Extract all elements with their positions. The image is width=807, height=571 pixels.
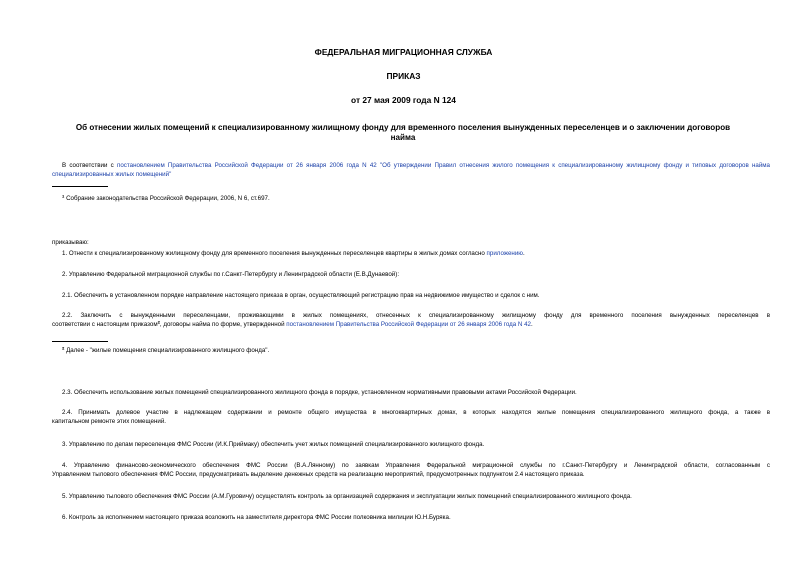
item-4-line-2: Управлением тылового обеспечения ФМС России, предусматривать выделение денежных средств на реализацию мероприятий, предусмотренных подпунктом 2.4 настоящего приказа.: [52, 471, 585, 479]
item-2-2-decree-link[interactable]: постановлением Правительства Российской Федерации от 26 января 2006 года N 42: [286, 321, 531, 329]
preamble-decree-title-link[interactable]: "Об утверждении Правил отнесения жилого помещения к специализированному жилищному фонду и типовых договоров найма специализированных жилых помещений": [52, 162, 770, 179]
footnote-1-mark: ¹: [62, 195, 65, 202]
footnote-1: [52, 194, 770, 203]
item-4: [52, 461, 770, 479]
agency-name: ФЕДЕРАЛЬНАЯ МИГРАЦИОННАЯ СЛУЖБА: [314, 47, 493, 57]
item-1-tail: .: [522, 250, 525, 257]
document-title: [48, 123, 758, 143]
preamble-paragraph: [52, 161, 770, 179]
item-2-2-text-cont: , договоры найма по форме, утвержденной: [159, 321, 287, 329]
item-2-2-line-2: [52, 320, 770, 329]
footnote-1-text: Собрание законодательства Российской Федерации, 2006, N 6, ст.697.: [64, 195, 270, 202]
item-6: 6. Контроль за исполнением настоящего приказа возложить на заместителя директора ФМС России полковника милиции Ю.Н.Буряка.: [62, 514, 451, 521]
item-2-2-text: соответствии с настоящим приказом: [52, 321, 158, 329]
preamble-decree-link[interactable]: постановлением Правительства Российской Федерации от 26 января 2006 года N 42: [116, 162, 377, 169]
item-2-2-line-1: 2.2. Заключить с вынужденными переселенцами, проживающими в жилых помещениях, отнесенных к специализированному жилищному фонду для временного поселения вынужденных переселенцев в: [62, 312, 770, 319]
footnote-divider-2: [52, 341, 108, 342]
title-line-2: найма: [390, 133, 416, 142]
item-2-1: 2.1. Обеспечить в установленном порядке направление настоящего приказа в орган, осуществляющий регистрацию прав на недвижимое имущество и сделок с ним.: [62, 292, 540, 299]
title-line-1: Об отнесении жилых помещений к специализированному жилищному фонду для временного поселения вынужденных переселенцев и о заключении договоров: [75, 123, 731, 132]
document-date-number: от 27 мая 2009 года N 124: [351, 95, 456, 105]
footnote-2: [52, 346, 770, 355]
appendix-link[interactable]: приложению: [486, 250, 523, 257]
footnote-2-text: Далее - "жилые помещения специализированного жилищного фонда".: [64, 347, 270, 354]
footnote-2-mark: ²: [62, 347, 65, 354]
item-5: 5. Управлению тылового обеспечения ФМС России (А.М.Гуровичу) осуществлять контроль за организацией содержания и эксплуатации жилых помещений специализированного жилищного фонда.: [62, 493, 632, 500]
item-3: 3. Управлению по делам переселенцев ФМС России (И.К.Приймаку) обеспечить учет жилых помещений специализированного жилищного фонда.: [62, 441, 485, 448]
footnote-divider-1: [52, 186, 108, 187]
document-type: ПРИКАЗ: [386, 71, 421, 81]
item-1: [52, 249, 770, 258]
orders-word: приказываю:: [52, 239, 89, 246]
item-2: 2. Управлению Федеральной миграционной службы по г.Санкт-Петербургу и Ленинградской области (Е.В.Дунаевой):: [62, 271, 400, 278]
item-2-4-line-2: капитальном ремонте этих помещений.: [52, 418, 167, 426]
item-2-4: [52, 408, 770, 426]
preamble-text: В соответствии с: [62, 162, 117, 169]
item-1-text: 1. Отнести к специализированному жилищному фонду для временного поселения вынужденных переселенцев квартиры в жилых домах согласно: [62, 250, 487, 257]
footnote-2-ref: ²: [157, 321, 160, 329]
item-2-4-line-1: 2.4. Принимать долевое участие в надлежащем содержании и ремонте общего имущества в многоквартирных домах, в которых находятся жилые помещения специализированного жилищного фонда, а также в: [62, 409, 770, 416]
item-2-2-tail: .: [531, 321, 533, 329]
item-2-3: 2.3. Обеспечить использование жилых помещений специализированного жилищного фонда в порядке, установленном нормативными правовыми актами Российской Федерации.: [62, 389, 577, 396]
item-2-2: [52, 311, 770, 329]
item-4-line-1: 4. Управлению финансово-экономического обеспечения ФМС России (В.А.Лянному) по заявкам Управления Федеральной миграционной службы по г.Санкт-Петербургу и Ленинградской области, согласованным с: [62, 462, 770, 469]
